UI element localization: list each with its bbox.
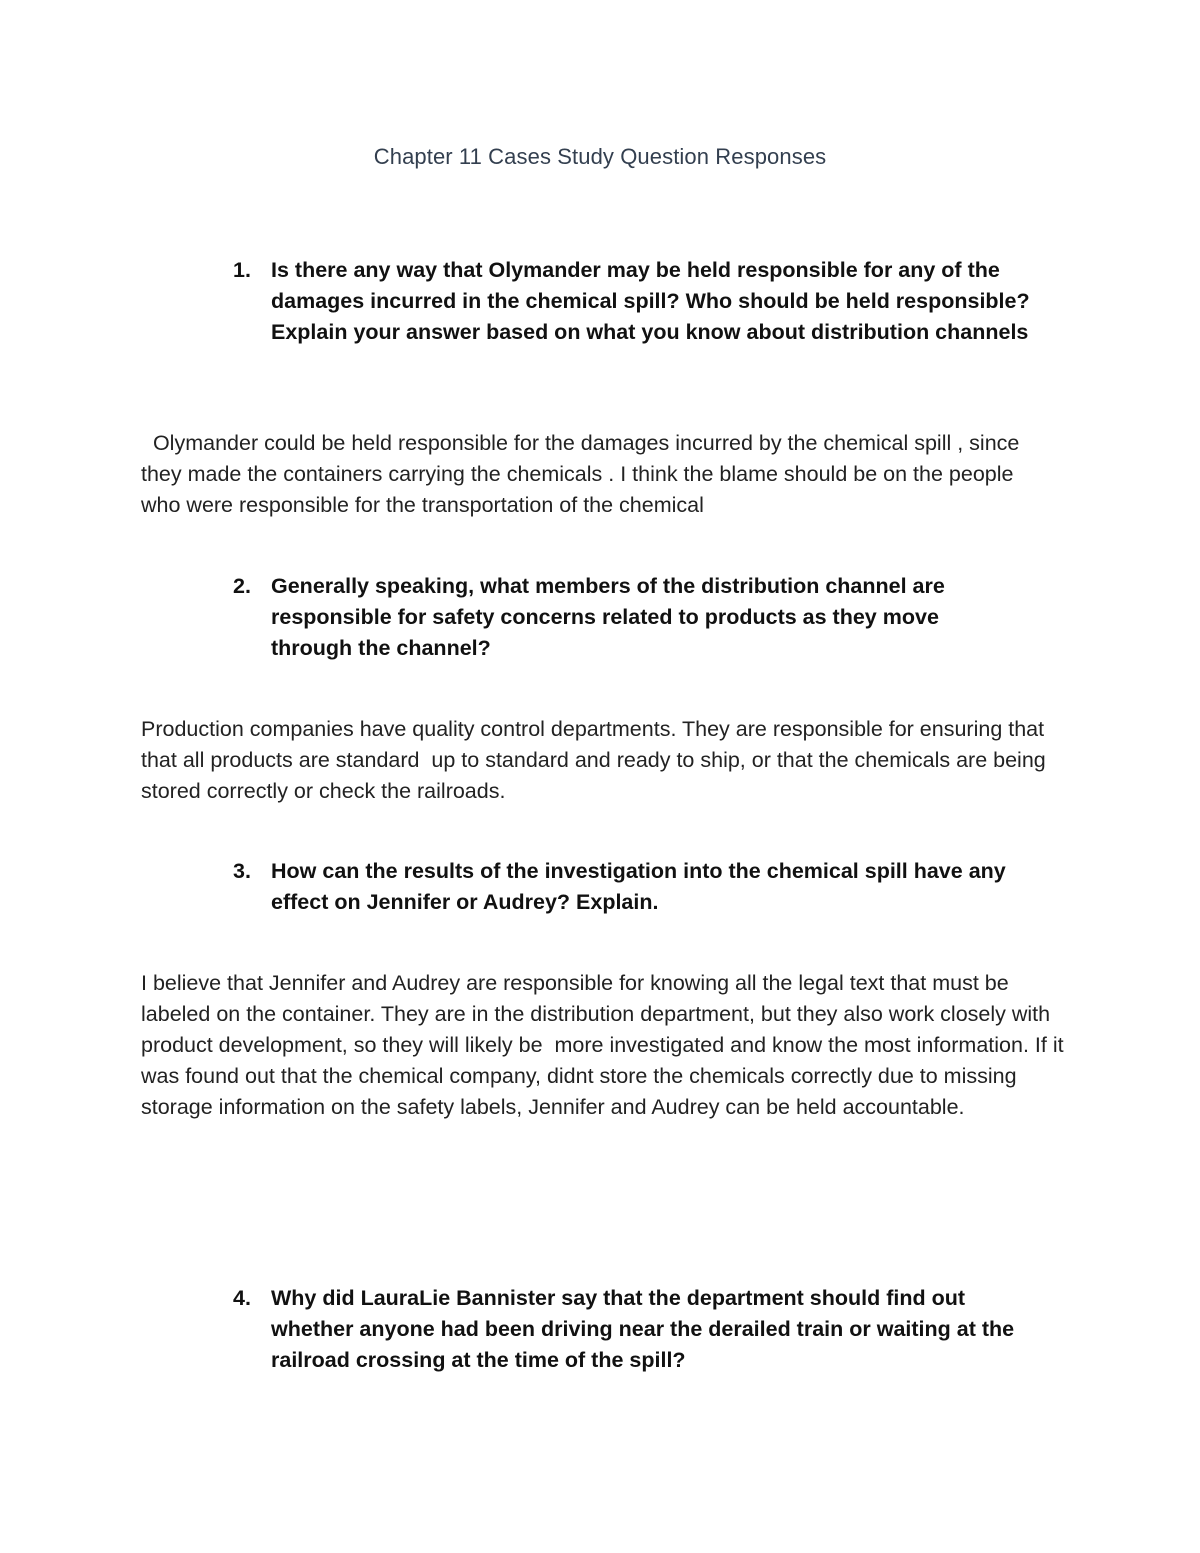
question-number: 2. bbox=[233, 574, 251, 598]
question-3 bbox=[233, 856, 1053, 918]
answer-3: I believe that Jennifer and Audrey are responsible for knowing all the legal text that must be labeled on the container. They are in the distribution department, but they also work closely with product development, so they will likely be more investigated and know the most information. If it was found out that the chemical company, didnt store the chemicals correctly due to missing storage information on the safety labels, Jennifer and Audrey can be held accountable. bbox=[141, 971, 1070, 1119]
question-number: 4. bbox=[233, 1286, 251, 1310]
question-text: How can the results of the investigation into the chemical spill have any effect on Jennifer or Audrey? Explain. bbox=[271, 859, 1006, 914]
question-number: 3. bbox=[233, 859, 251, 883]
question-2 bbox=[233, 571, 1023, 664]
question-text: Generally speaking, what members of the distribution channel are responsible for safety concerns related to products as they move through the channel? bbox=[271, 574, 945, 660]
question-text: Why did LauraLie Bannister say that the department should find out whether anyone had been driving near the derailed train or waiting at the railroad crossing at the time of the spill? bbox=[271, 1286, 1015, 1372]
question-number: 1. bbox=[233, 258, 251, 282]
answer-2: Production companies have quality control departments. They are responsible for ensuring that that all products are standard up to standard and ready to ship, or that the chemicals are being stored correctly or check the railroads. bbox=[141, 717, 1052, 803]
question-text: Is there any way that Olymander may be held responsible for any of the damages incurred in the chemical spill? Who should be held responsible? Explain your answer based on what you know about distribution channels bbox=[271, 258, 1030, 344]
answer-1: Olymander could be held responsible for the damages incurred by the chemical spill , since they made the containers carrying the chemicals . I think the blame should be on the people who were responsible for the transportation of the chemical bbox=[141, 431, 1026, 517]
question-1 bbox=[233, 255, 1053, 348]
document-title: Chapter 11 Cases Study Question Responses bbox=[373, 144, 827, 169]
question-4 bbox=[233, 1283, 1053, 1376]
